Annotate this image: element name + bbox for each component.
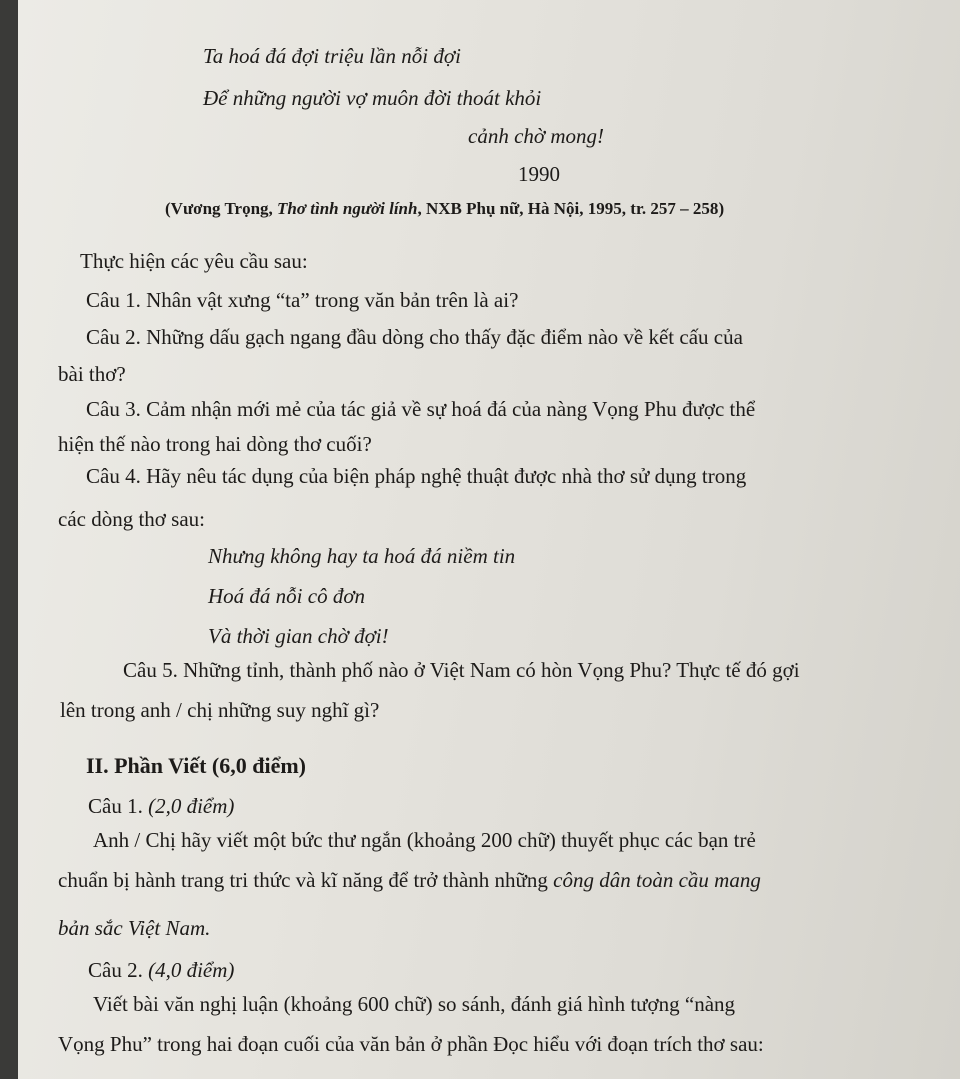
writing-q1-label: Câu 1. (2,0 điểm) — [88, 794, 235, 818]
poem-line-1: Ta hoá đá đợi triệu lần nỗi đợi — [203, 44, 461, 68]
writing-q2-line-1: Viết bài văn nghị luận (khoảng 600 chữ) so sánh, đánh giá hình tượng “nàng — [93, 992, 736, 1016]
instruction: Thực hiện các yêu cầu sau: — [80, 249, 308, 273]
quoted-poem-line-1: Nhưng không hay ta hoá đá niềm tin — [208, 544, 516, 568]
section-heading: II. Phần Viết (6,0 điểm) — [86, 753, 306, 778]
question-1: Câu 1. Nhân vật xưng “ta” trong văn bản trên là ai? — [86, 288, 519, 312]
quoted-poem-line-2: Hoá đá nỗi cô đơn — [208, 584, 366, 608]
question-5-line-2: lên trong anh / chị những suy nghĩ gì? — [60, 698, 380, 722]
writing-q2-label: Câu 2. (4,0 điểm) — [88, 958, 235, 982]
question-2-line-2: bài thơ? — [58, 362, 126, 386]
citation: (Vương Trọng, Thơ tình người lính, NXB Phụ nữ, Hà Nội, 1995, tr. 257 – 258) — [165, 199, 725, 218]
writing-q1-line-3: bản sắc Việt Nam. — [58, 916, 211, 940]
quoted-poem-line-3: Và thời gian chờ đợi! — [208, 624, 389, 648]
question-3-line-2: hiện thế nào trong hai dòng thơ cuối? — [58, 432, 372, 456]
writing-q1-line-2: chuẩn bị hành trang tri thức và kĩ năng để trở thành những công dân toàn cầu mang — [58, 868, 761, 892]
question-2-line-1: Câu 2. Những dấu gạch ngang đầu dòng cho thấy đặc điểm nào về kết cấu của — [86, 325, 743, 349]
question-5-line-1: Câu 5. Những tỉnh, thành phố nào ở Việt Nam có hòn Vọng Phu? Thực tế đó gợi — [123, 658, 800, 682]
question-3-line-1: Câu 3. Cảm nhận mới mẻ của tác giả về sự hoá đá của nàng Vọng Phu được thể — [86, 397, 756, 421]
poem-line-2: Để những người vợ muôn đời thoát khỏi — [203, 86, 542, 110]
poem-line-3: cảnh chờ mong! — [468, 124, 605, 148]
document-page — [18, 0, 960, 1079]
poem-year: 1990 — [518, 162, 560, 186]
writing-q1-line-1: Anh / Chị hãy viết một bức thư ngắn (khoảng 200 chữ) thuyết phục các bạn trẻ — [93, 828, 756, 852]
question-4-line-2: các dòng thơ sau: — [58, 507, 205, 531]
question-4-line-1: Câu 4. Hãy nêu tác dụng của biện pháp nghệ thuật được nhà thơ sử dụng trong — [86, 464, 747, 488]
writing-q2-line-2: Vọng Phu” trong hai đoạn cuối của văn bản ở phần Đọc hiểu với đoạn trích thơ sau: — [58, 1032, 764, 1056]
